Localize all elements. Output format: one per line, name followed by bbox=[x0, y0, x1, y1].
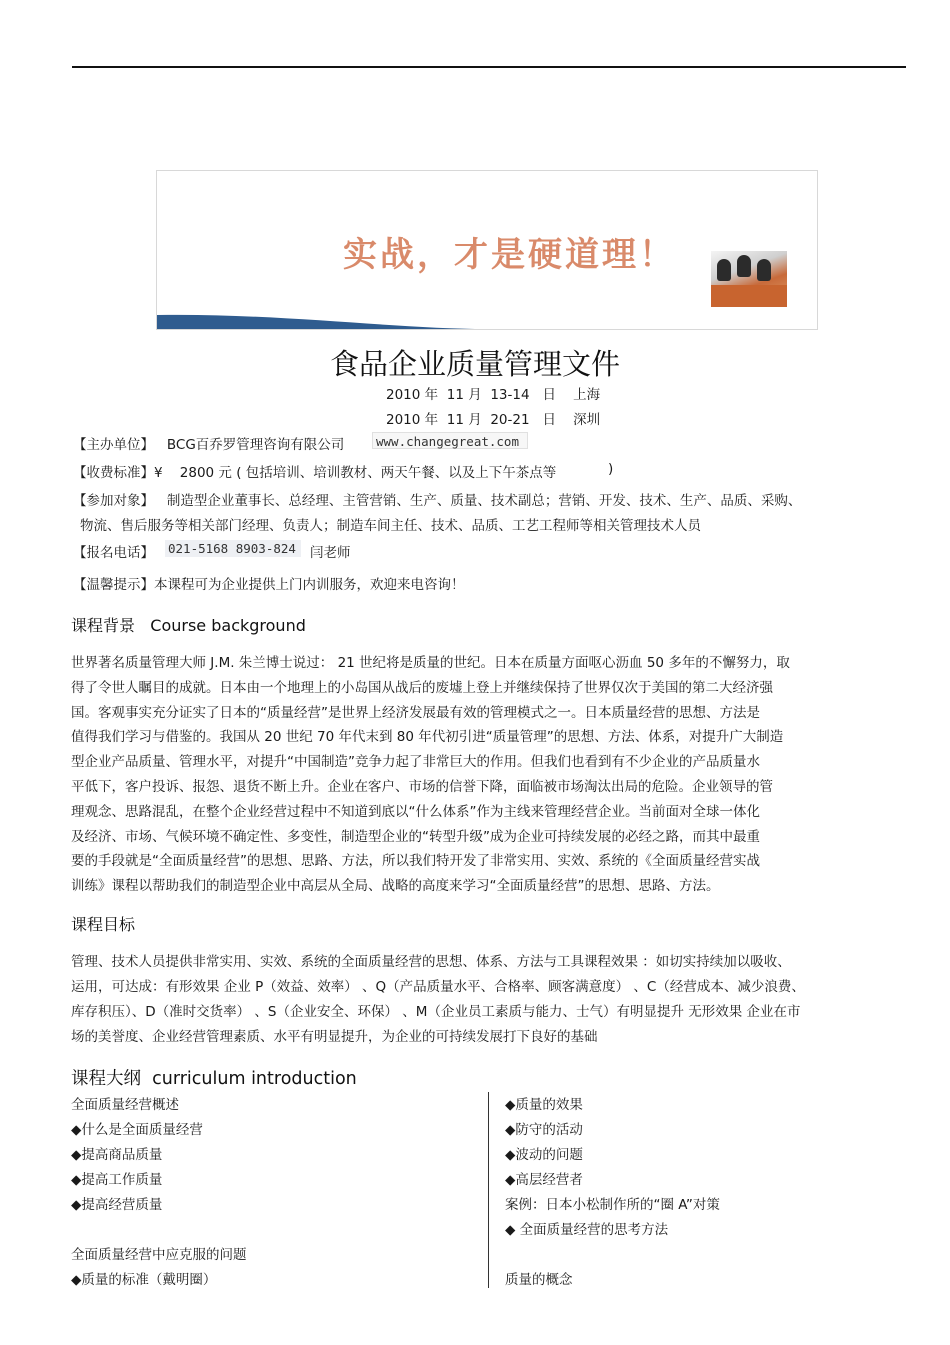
audience-row-2: 物流、售后服务等相关部门经理、负责人；制造车间主任、技术、品质、工艺工程师等相关管理技术人员 bbox=[80, 518, 701, 534]
outline-item: ◆提高工作质量 bbox=[71, 1172, 163, 1188]
website-link[interactable]: www.changegreat.com bbox=[372, 432, 528, 449]
contact-name: 闫老师 bbox=[310, 545, 351, 561]
outline-item: 全面质量经营中应克服的问题 bbox=[71, 1247, 247, 1263]
audience-row: 【参加对象】 制造型企业董事长、总经理、主管营销、生产、质量、技术副总；营销、开发、技术、生产、品质、采购、 bbox=[73, 493, 802, 509]
outline-item: ◆ 全面质量经营的思考方法 bbox=[505, 1222, 669, 1238]
outline-item: ◆提高经营质量 bbox=[71, 1197, 163, 1213]
column-divider bbox=[488, 1092, 489, 1288]
paragraph-line: 型企业产品质量、管理水平，对提升“中国制造”竞争力起了非常巨大的作用。但我们也看到有不少企业的产品质量水 bbox=[71, 754, 760, 771]
paragraph-line: 国。客观事实充分证实了日本的“质量经营”是世界上经济发展最有效的管理模式之一。日本质量经营的思想、方法是 bbox=[71, 704, 760, 721]
session-shenzhen: 2010 年 11 月 20-21 日 深圳 bbox=[386, 412, 601, 428]
outline-item: 案例：日本小松制作所的“圈 A”对策 bbox=[505, 1197, 720, 1213]
paragraph-line: 场的美誉度、企业经营管理素质、水平有明显提升，为企业的可持续发展打下良好的基础 bbox=[71, 1029, 598, 1045]
paragraph-line: 世界著名质量管理大师 J.M. 朱兰博士说过： 21 世纪将是质量的世纪。日本在质量方面呕心沥血 50 多年的不懈努力，取 bbox=[71, 655, 790, 671]
paragraph-line: 库存积压）、D（准时交货率） 、S（企业安全、环保） 、M（企业员工素质与能力、士气）有明显提升 无形效果 企业在市 bbox=[71, 1004, 801, 1020]
goals-heading: 课程目标 bbox=[71, 915, 136, 934]
banner-image bbox=[156, 170, 818, 330]
meeting-photo bbox=[711, 251, 787, 307]
fee-close: ) bbox=[608, 461, 614, 477]
outline-item: 全面质量经营概述 bbox=[71, 1097, 179, 1113]
paragraph-line: 平低下，客户投诉、报怨、退货不断上升。企业在客户、市场的信誉下降，面临被市场淘汰出局的危险。企业领导的管 bbox=[71, 779, 773, 795]
paragraph-line: 要的手段就是“全面质量经营”的思想、思路、方法，所以我们特开发了非常实用、实效、系统的《全面质量经营实战 bbox=[71, 853, 760, 870]
paragraph-line: 运用，可达成：有形效果 企业 P（效益、效率） 、Q（产品质量水平、合格率、顾客满意度） 、C（经营成本、减少浪费、 bbox=[71, 979, 805, 995]
paragraph-line: 管理、技术人员提供非常实用、实效、系统的全面质量经营的思想、体系、方法与工具课程效果 ：如切实持续加以吸收、 bbox=[71, 954, 791, 970]
phone-label: 【报名电话】 bbox=[73, 545, 154, 561]
document-title: 食品企业质量管理文件 bbox=[329, 347, 620, 381]
paragraph-line: 训练》课程以帮助我们的制造型企业中高层从全局、战略的高度来学习“全面质量经营”的思想、思路、方法。 bbox=[71, 878, 720, 895]
outline-item: ◆波动的问题 bbox=[505, 1147, 583, 1163]
paragraph-line: 及经济、市场、气候环境不确定性、多变性，制造型企业的“转型升级”成为企业可持续发展的必经之路，而其中最重 bbox=[71, 828, 760, 845]
outline-item: ◆提高商品质量 bbox=[71, 1147, 163, 1163]
outline-item: ◆防守的活动 bbox=[505, 1122, 583, 1138]
paragraph-line: 理观念、思路混乱，在整个企业经营过程中不知道到底以“什么体系”作为主线来管理经营企业。当前面对全球一体化 bbox=[71, 803, 760, 820]
session-shanghai: 2010 年 11 月 13-14 日 上海 bbox=[386, 387, 601, 403]
banner-slogan: 实战，才是硬道理！ bbox=[343, 235, 676, 275]
top-rule bbox=[72, 66, 906, 68]
outline-item: ◆质量的标准（戴明圈） bbox=[71, 1272, 217, 1288]
outline-item: ◆什么是全面质量经营 bbox=[71, 1122, 203, 1138]
banner-wave bbox=[157, 311, 818, 329]
background-heading: 课程背景 Course background bbox=[71, 616, 306, 635]
fee-row: 【收费标准】¥ 2800 元 ( 包括培训、培训教材、两天午餐、以及上下午茶点等 bbox=[73, 465, 557, 481]
outline-item: ◆高层经营者 bbox=[505, 1172, 583, 1188]
organizer-row: 【主办单位】 BCG百乔罗管理咨询有限公司 bbox=[73, 437, 345, 453]
outline-item: ◆质量的效果 bbox=[505, 1097, 583, 1113]
outline-heading: 课程大纲 curriculum introduction bbox=[71, 1069, 357, 1089]
paragraph-line: 值得我们学习与借鉴的。我国从 20 世纪 70 年代末到 80 年代初引进“质量管理”的思想、方法、体系，对提升广大制造 bbox=[71, 729, 784, 746]
outline-item: 质量的概念 bbox=[505, 1272, 573, 1288]
phone-number[interactable]: 021-5168 8903-824 bbox=[165, 540, 301, 557]
tip-row: 【温馨提示】本课程可为企业提供上门内训服务，欢迎来电咨询！ bbox=[73, 577, 465, 593]
paragraph-line: 得了令世人瞩目的成就。日本由一个地理上的小岛国从战后的废墟上登上并继续保持了世界仅次于美国的第二大经济强 bbox=[71, 679, 773, 696]
